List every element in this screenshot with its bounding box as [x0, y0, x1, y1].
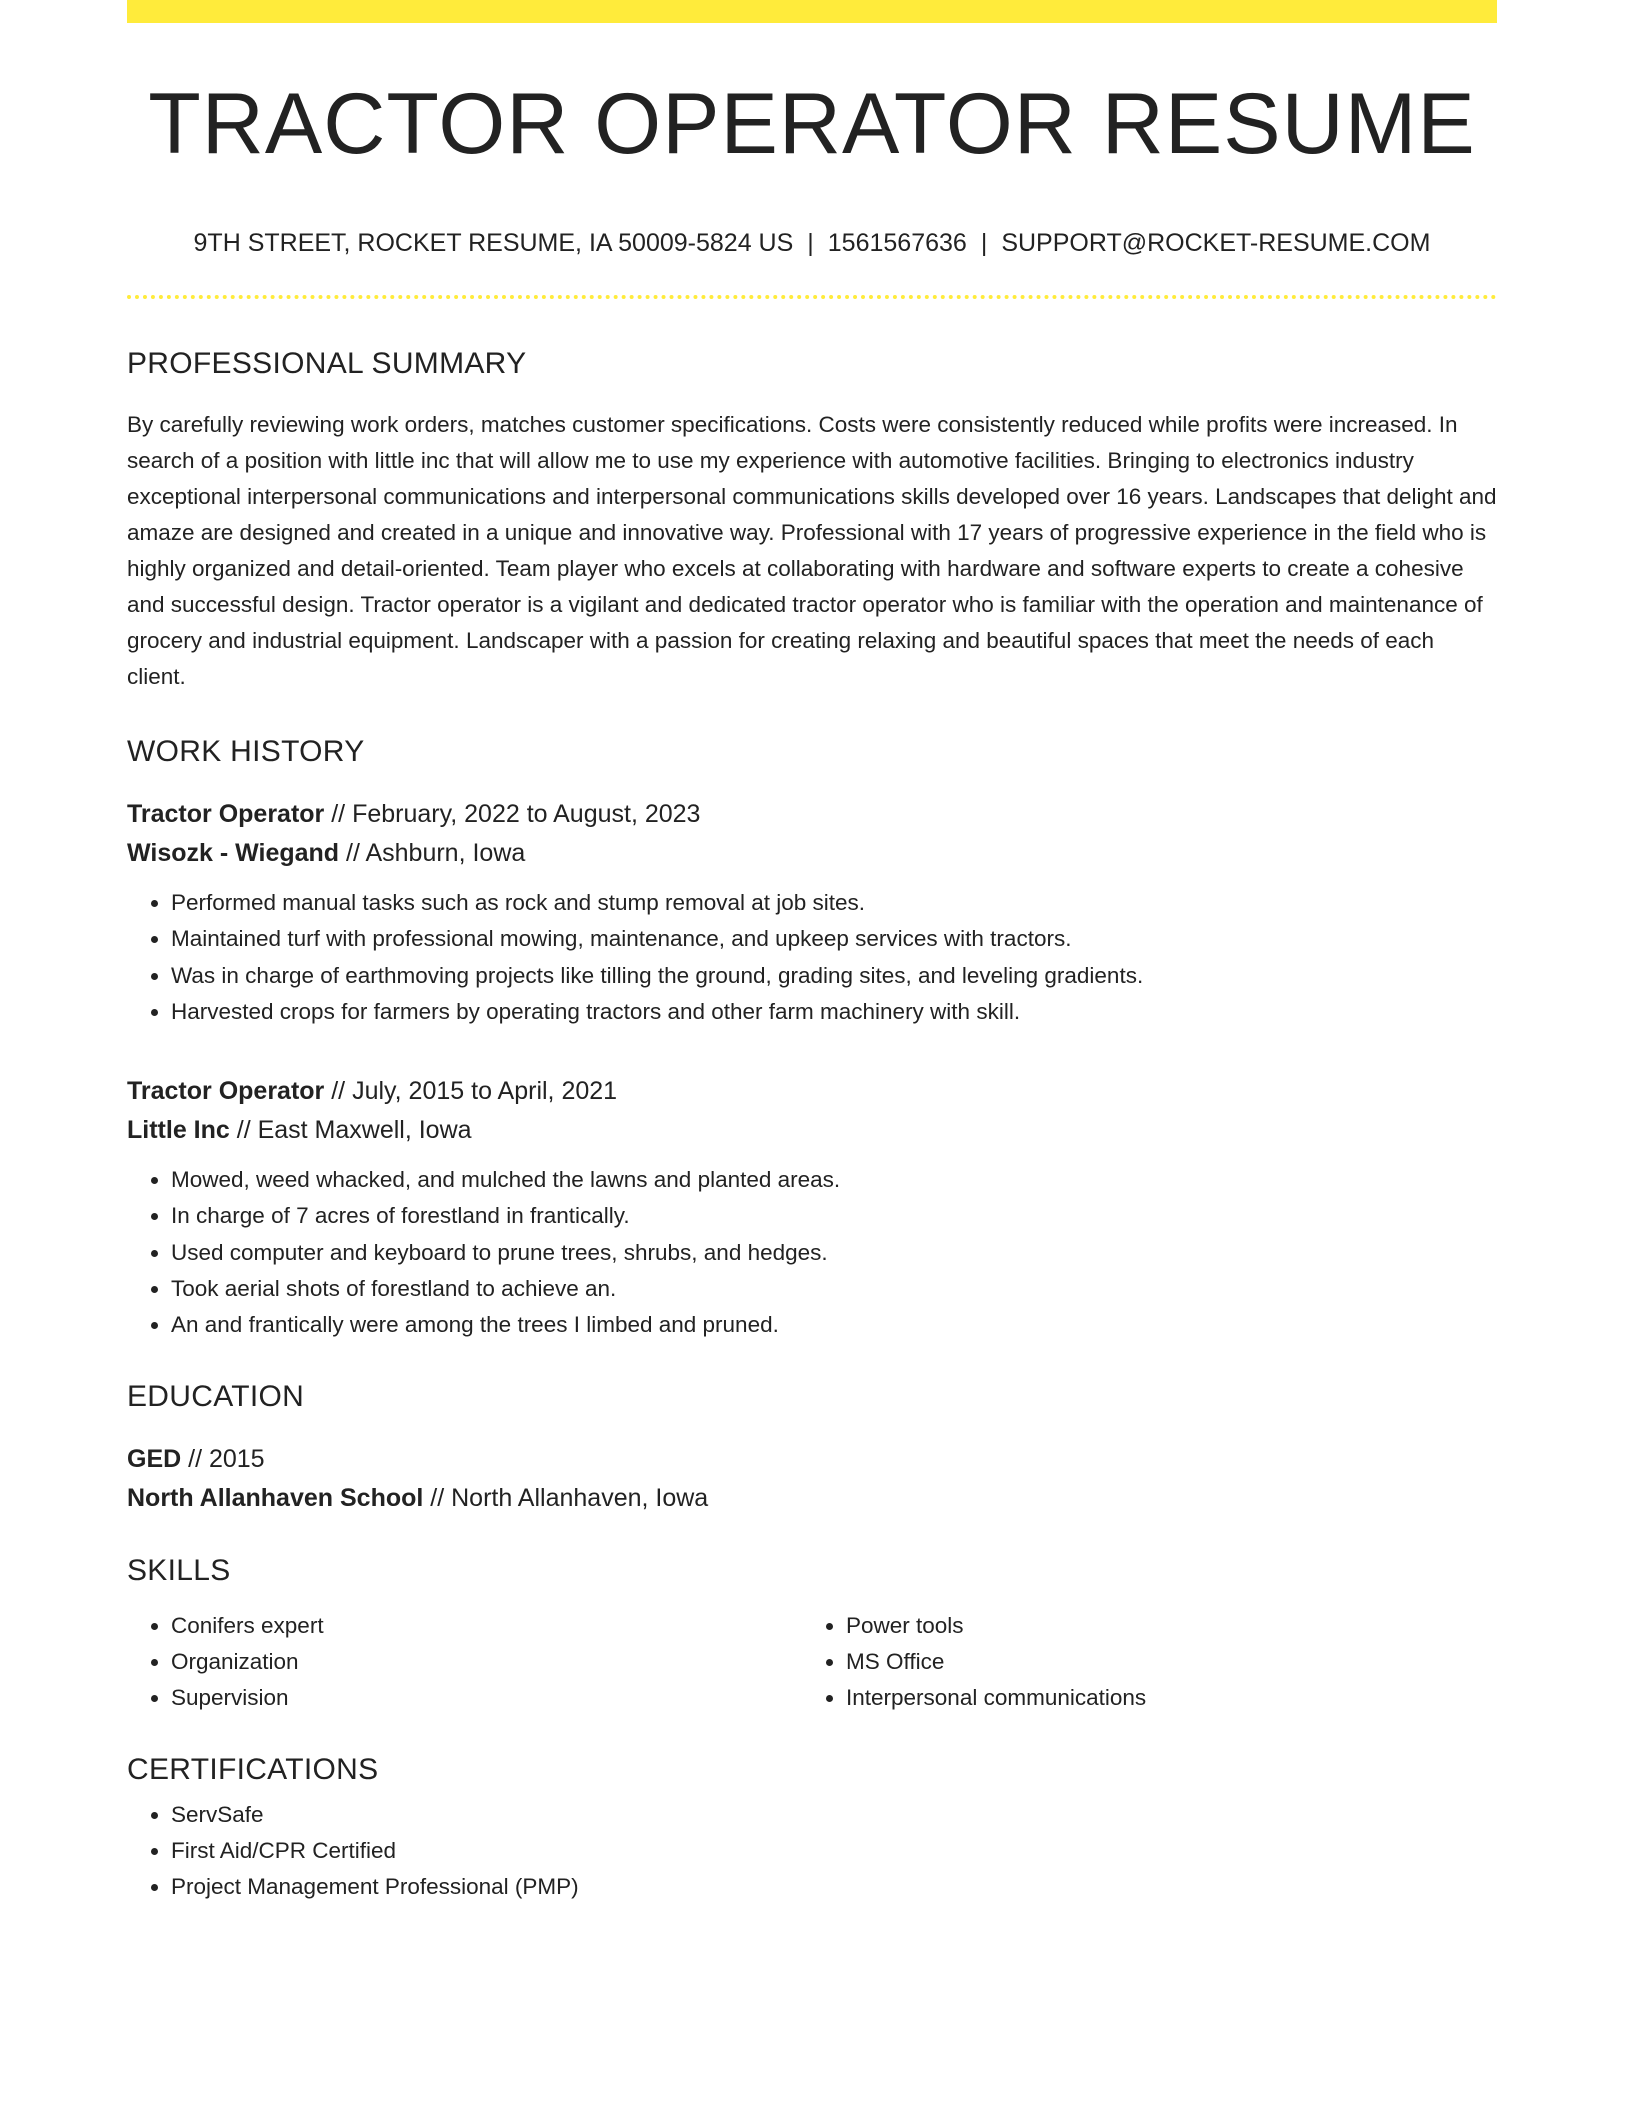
contact-separator: | [807, 229, 814, 257]
skills-column-left [127, 1608, 802, 1717]
job-bullet: • Maintained turf with professional mowing, maintenance, and upkeep services with tractors. [171, 921, 1497, 957]
certification-item: • Project Management Professional (PMP) [171, 1869, 1497, 1905]
skills-grid [127, 1608, 1497, 1717]
skill-item: • Conifers expert [171, 1608, 802, 1644]
education-year: // 2015 [181, 1444, 265, 1473]
education-school: North Allanhaven School [127, 1483, 424, 1512]
contact-email[interactable]: SUPPORT@ROCKET-RESUME.COM [1001, 229, 1431, 257]
skill-item: • Power tools [846, 1608, 1477, 1644]
job-bullets [127, 885, 1497, 1030]
skill-item: • Supervision [171, 1680, 802, 1716]
summary-text: By carefully reviewing work orders, matches customer specifications. Costs were consistently reduced while profits were increased. In search of a position with little inc that will allow me to use my experience with automotive facilities. Bringing to electronics industry exceptional interpersonal communications and interpersonal communications skills developed over 16 years. Landscapes that delight and amaze are designed and created in a unique and innovative way. Professional with 17 years of progressive experience in the field who is highly organized and detail-oriented. Team player who excels at collaborating with hardware and software experts to create a cohesive and successful design. Tractor operator is a vigilant and dedicated tractor operator who is familiar with the operation and maintenance of grocery and industrial equipment. Landscaper with a passion for creating relaxing and beautiful spaces that meet the needs of each client. [127, 412, 1497, 689]
job-bullet: • An and frantically were among the trees I limbed and pruned. [171, 1307, 1497, 1343]
job-dates: // February, 2022 to August, 2023 [324, 800, 701, 828]
job-title: Tractor Operator [127, 800, 325, 828]
job-entry [127, 1072, 1497, 1343]
job-bullet: • Harvested crops for farmers by operating tractors and other farm machinery with skill. [171, 994, 1497, 1030]
certification-item: • ServSafe [171, 1797, 1497, 1833]
certification-item: • First Aid/CPR Certified [171, 1833, 1497, 1869]
job-company-line [127, 1111, 1497, 1150]
job-title: Tractor Operator [127, 1077, 325, 1106]
job-bullet: • Mowed, weed whacked, and mulched the lawns and planted areas. [171, 1162, 1497, 1198]
resume-page [127, 0, 1497, 1905]
job-location: // Ashburn, Iowa [339, 839, 526, 867]
summary-heading: PROFESSIONAL SUMMARY [127, 347, 527, 380]
job-company: Wisozk - Wiegand [127, 839, 340, 867]
certifications-list [127, 1797, 1497, 1906]
education-entry [127, 1440, 1497, 1518]
job-bullet: • Used computer and keyboard to prune trees, shrubs, and hedges. [171, 1235, 1497, 1271]
job-bullet: • Took aerial shots of forestland to achieve an. [171, 1271, 1497, 1307]
contact-line [127, 231, 1497, 256]
job-bullet: • Was in charge of earthmoving projects like tilling the ground, grading sites, and leveling gradients. [171, 958, 1497, 994]
skill-item: • MS Office [846, 1644, 1477, 1680]
certifications-heading: CERTIFICATIONS [127, 1752, 379, 1786]
job-dates: // July, 2015 to April, 2021 [324, 1077, 618, 1106]
work-history-heading: WORK HISTORY [127, 735, 365, 768]
job-bullet: • Performed manual tasks such as rock and stump removal at job sites. [171, 885, 1497, 921]
job-company-line [127, 834, 1497, 873]
education-school-line [127, 1479, 1497, 1518]
education-degree: GED [127, 1444, 182, 1473]
contact-separator: | [980, 229, 988, 257]
education-heading: EDUCATION [127, 1379, 305, 1413]
contact-address: 9TH STREET, ROCKET RESUME, IA 50009-5824 US [193, 229, 794, 257]
education-location: // North Allanhaven, Iowa [423, 1483, 709, 1512]
skill-item: • Organization [171, 1644, 802, 1680]
contact-phone: 1561567636 [827, 229, 967, 257]
dotted-divider [127, 295, 1497, 299]
skills-heading: SKILLS [127, 1553, 231, 1587]
job-title-line [127, 795, 1497, 834]
job-entry [127, 795, 1497, 1030]
accent-bar [127, 0, 1497, 23]
resume-title: TRACTOR OPERATOR RESUME [148, 76, 1476, 172]
skill-item: • Interpersonal communications [846, 1680, 1477, 1716]
job-title-line [127, 1072, 1497, 1111]
skills-column-right [802, 1608, 1477, 1717]
job-bullet: • In charge of 7 acres of forestland in frantically. [171, 1198, 1497, 1234]
education-degree-line [127, 1440, 1497, 1479]
job-location: // East Maxwell, Iowa [229, 1116, 472, 1145]
job-bullets [127, 1162, 1497, 1343]
job-company: Little Inc [127, 1116, 230, 1145]
